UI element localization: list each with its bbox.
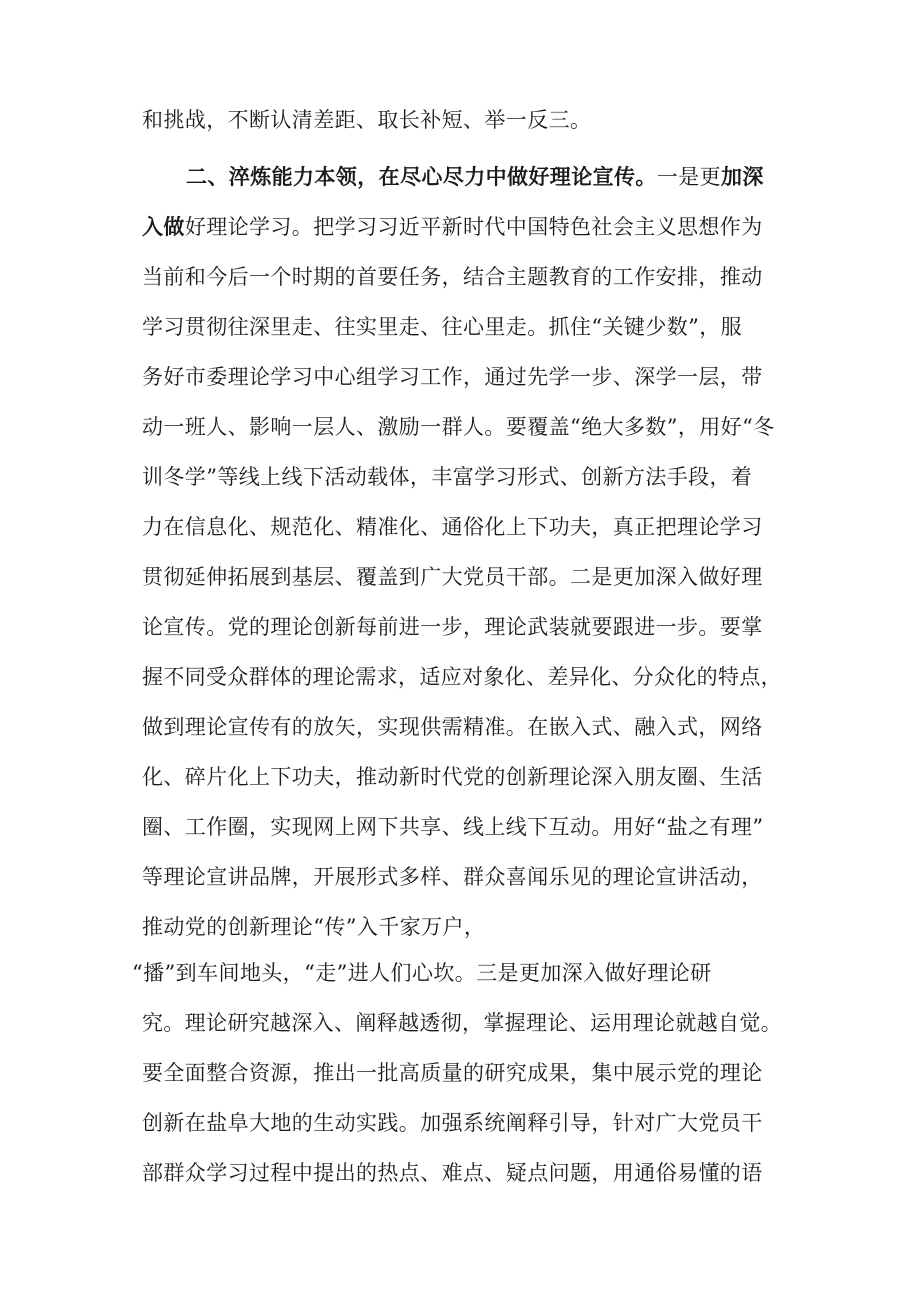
text-segment: 和挑战，不断认清差距、取长补短、举一反三。 (142, 108, 592, 132)
text-line-18 (132, 958, 782, 988)
text-line-15 (142, 812, 782, 842)
text-segment: 训冬学”等线上线下活动载体，丰富学习形式、创新方法手段，着 (142, 465, 753, 489)
text-line-10 (142, 562, 782, 592)
text-line-3 (142, 212, 782, 242)
text-line-11 (142, 612, 782, 642)
text-line-8 (142, 462, 782, 492)
text-segment: 力在信息化、规范化、精准化、通俗化上下功夫，真正把理论学习 (142, 515, 763, 539)
text-segment: 圈、工作圈，实现网上网下共享、线上线下互动。用好“盐之有理” (142, 815, 764, 839)
text-line-1 (142, 105, 782, 135)
text-segment: 务好市委理论学习中心组学习工作，通过先学一步、深学一层，带 (142, 365, 763, 389)
text-segment: 究。理论研究越深入、阐释越透彻，掌握理论、运用理论就越自觉。 (142, 1011, 782, 1035)
text-segment: 学习贯彻往深里走、往实里走、往心里走。抓住“关键少数”，服 (142, 315, 743, 339)
text-line-9 (142, 512, 782, 542)
text-segment: 握不同受众群体的理论需求，适应对象化、差异化、分众化的特点， (142, 665, 782, 689)
text-line-6 (142, 362, 782, 392)
text-segment: 做到理论宣传有的放矢，实现供需精准。在嵌入式、融入式，网络 (142, 715, 763, 739)
text-line-5 (142, 312, 782, 342)
text-segment: 化、碎片化上下功夫，推动新时代党的创新理论深入朋友圈、生活 (142, 765, 763, 789)
text-segment: 部群众学习过程中提出的热点、难点、疑点问题，用通俗易懂的语 (142, 1161, 763, 1185)
text-line-19 (142, 1008, 782, 1038)
text-segment: 创新在盐阜大地的生动实践。加强系统阐释引导，针对广大党员干 (142, 1111, 763, 1135)
text-segment: 动一班人、影响一层人、激励一群人。要覆盖“绝大多数”，用好“冬 (142, 415, 775, 439)
text-segment: 好理论学习。把学习习近平新时代中国特色社会主义思想作为 (184, 215, 763, 239)
text-segment: 推动党的创新理论“传”入千家万户， (142, 915, 486, 939)
text-segment: 入做 (142, 214, 185, 239)
text-segment: 等理论宣讲品牌，开展形式多样、群众喜闻乐见的理论宣讲活动， (142, 865, 763, 889)
text-line-16 (142, 862, 782, 892)
text-line-12 (142, 662, 782, 692)
section-heading-line (186, 162, 782, 192)
text-line-22 (142, 1158, 782, 1188)
text-line-14 (142, 762, 782, 792)
text-segment: “播”到车间地头，“走”进人们心坎。三是更加深入做好理论研 (132, 961, 712, 985)
text-line-21 (142, 1108, 782, 1138)
section-heading: 二、淬炼能力本领，在尽心尽力中做好理论宣传。 (186, 164, 657, 189)
text-line-20 (142, 1058, 782, 1088)
text-segment: 论宣传。党的理论创新每前进一步，理论武装就要跟进一步。要掌 (142, 615, 763, 639)
text-segment: 贯彻延伸拓展到基层、覆盖到广大党员干部。二是更加深入做好理 (142, 565, 763, 589)
text-line-4 (142, 262, 782, 292)
text-line-13 (142, 712, 782, 742)
text-line-17 (142, 912, 782, 942)
text-segment: 加深 (721, 164, 764, 189)
text-line-7 (142, 412, 782, 442)
text-segment: 一是更 (656, 165, 722, 189)
text-segment: 当前和今后一个时期的首要任务，结合主题教育的工作安排，推动 (142, 265, 763, 289)
text-segment: 要全面整合资源，推出一批高质量的研究成果，集中展示党的理论 (142, 1061, 763, 1085)
